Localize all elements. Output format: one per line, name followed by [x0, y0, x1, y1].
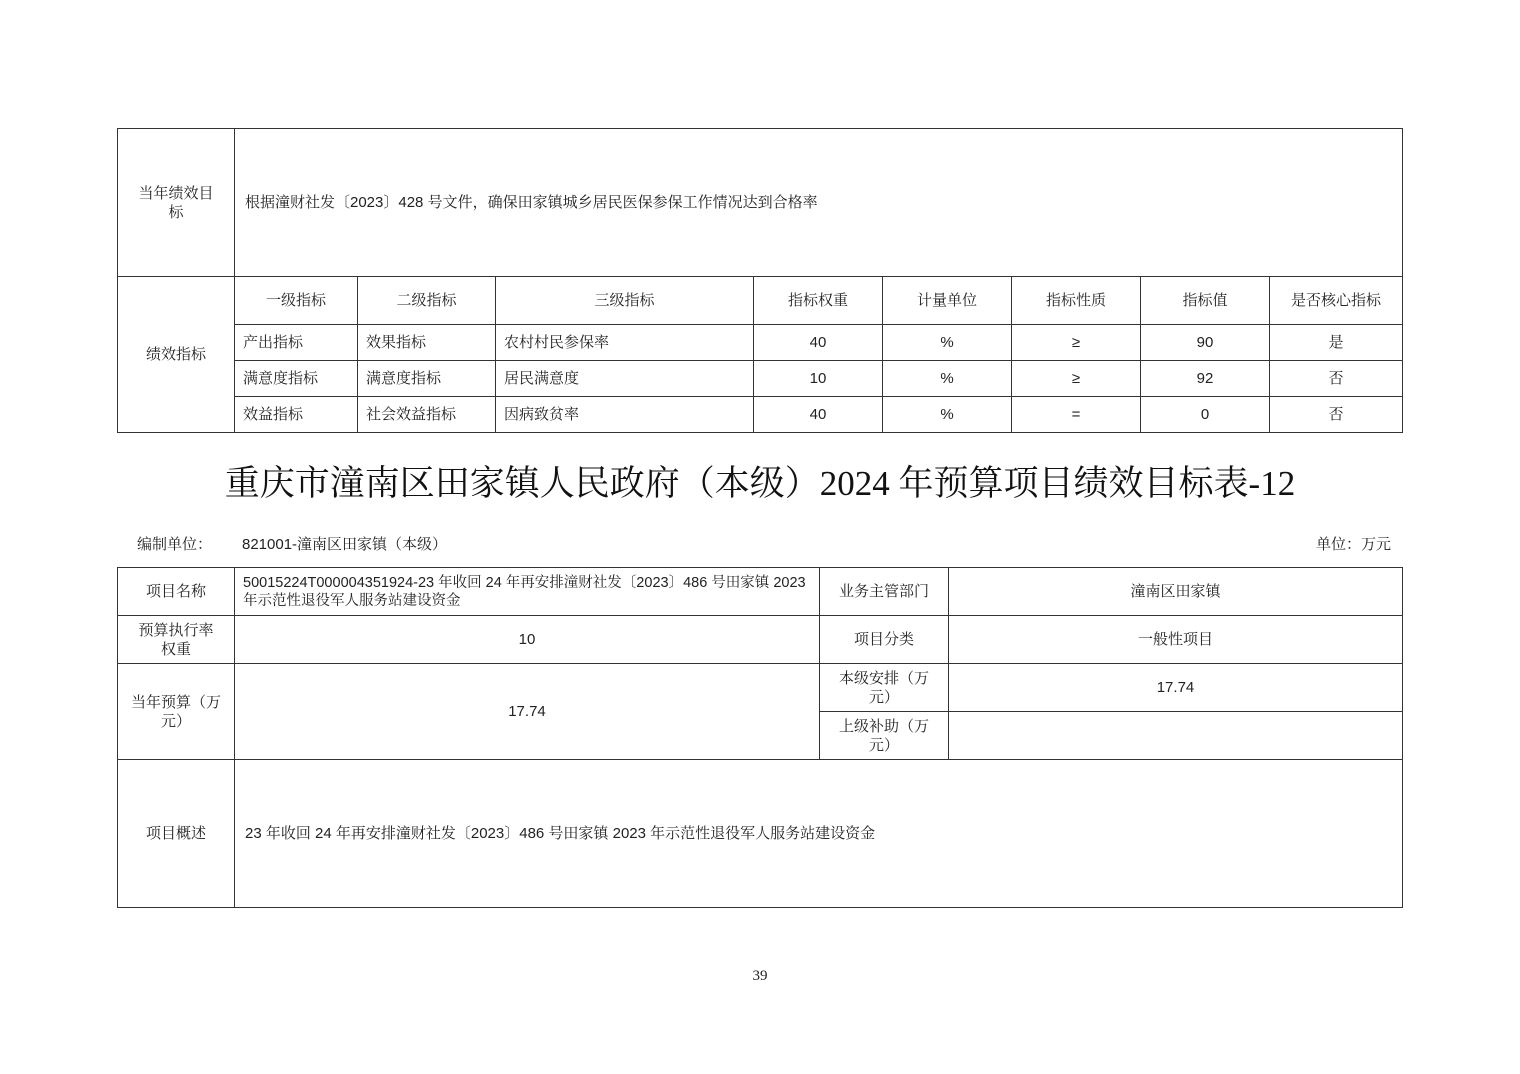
- goal-label: 当年绩效目标: [118, 129, 235, 277]
- budget-value: 17.74: [235, 664, 820, 760]
- row3-value: 0: [1141, 397, 1270, 433]
- local-arrangement-label: 本级安排（万元）: [820, 664, 949, 712]
- row3-level1: 效益指标: [235, 397, 358, 433]
- row1-level3: 农村村民参保率: [496, 325, 754, 361]
- header-level3: 三级指标: [496, 277, 754, 325]
- row3-nature: =: [1012, 397, 1141, 433]
- header-unit: 计量单位: [883, 277, 1012, 325]
- row1-level2: 效果指标: [358, 325, 496, 361]
- table-row: [118, 397, 1403, 433]
- page-title: 重庆市潼南区田家镇人民政府（本级）2024 年预算项目绩效目标表-12: [224, 464, 1296, 503]
- compiler-unit-value: 821001-潼南区田家镇（本级）: [242, 536, 448, 553]
- project-name-label: 项目名称: [118, 568, 235, 616]
- project-name-value: 50015224T000004351924-23 年收回 24 年再安排潼财社发〔2023〕486 号田家镇 2023 年示范性退役军人服务站建设资金: [235, 568, 820, 616]
- dept-value: 潼南区田家镇: [949, 568, 1403, 616]
- row3-weight: 40: [754, 397, 883, 433]
- category-label: 项目分类: [820, 616, 949, 664]
- row1-core: 是: [1270, 325, 1403, 361]
- row3-unit: %: [883, 397, 1012, 433]
- exec-rate-value: 10: [235, 616, 820, 664]
- budget-label: 当年预算（万元）: [118, 664, 235, 760]
- compiler-unit-label: 编制单位：: [137, 536, 213, 553]
- header-nature: 指标性质: [1012, 277, 1141, 325]
- overview-value: 23 年收回 24 年再安排潼财社发〔2023〕486 号田家镇 2023 年示范性退役军人服务站建设资金: [235, 760, 1403, 908]
- currency-unit: 单位：万元: [1315, 536, 1391, 553]
- page-number: 39: [752, 968, 768, 984]
- performance-table-previous: [117, 128, 1403, 433]
- dept-label: 业务主管部门: [820, 568, 949, 616]
- row1-nature: ≥: [1012, 325, 1141, 361]
- table-row: [118, 325, 1403, 361]
- project-info-table: [117, 567, 1403, 908]
- header-core: 是否核心指标: [1270, 277, 1403, 325]
- upper-subsidy-label: 上级补助（万元）: [820, 712, 949, 760]
- row2-level3: 居民满意度: [496, 361, 754, 397]
- header-level1: 一级指标: [235, 277, 358, 325]
- overview-label: 项目概述: [118, 760, 235, 908]
- row2-nature: ≥: [1012, 361, 1141, 397]
- row1-level1: 产出指标: [235, 325, 358, 361]
- row3-core: 否: [1270, 397, 1403, 433]
- header-value: 指标值: [1141, 277, 1270, 325]
- header-level2: 二级指标: [358, 277, 496, 325]
- row2-level1: 满意度指标: [235, 361, 358, 397]
- header-weight: 指标权重: [754, 277, 883, 325]
- row2-level2: 满意度指标: [358, 361, 496, 397]
- row1-unit: %: [883, 325, 1012, 361]
- goal-text: 根据潼财社发〔2023〕428 号文件，确保田家镇城乡居民医保参保工作情况达到合格率: [235, 129, 1403, 277]
- row2-core: 否: [1270, 361, 1403, 397]
- upper-subsidy-value: [949, 712, 1403, 760]
- exec-rate-label: 预算执行率权重: [118, 616, 235, 664]
- row1-value: 90: [1141, 325, 1270, 361]
- local-arrangement-value: 17.74: [949, 664, 1403, 712]
- category-value: 一般性项目: [949, 616, 1403, 664]
- table-row: [118, 361, 1403, 397]
- row2-unit: %: [883, 361, 1012, 397]
- row2-value: 92: [1141, 361, 1270, 397]
- row3-level3: 因病致贫率: [496, 397, 754, 433]
- row3-level2: 社会效益指标: [358, 397, 496, 433]
- indicators-label: 绩效指标: [118, 277, 235, 433]
- row2-weight: 10: [754, 361, 883, 397]
- row1-weight: 40: [754, 325, 883, 361]
